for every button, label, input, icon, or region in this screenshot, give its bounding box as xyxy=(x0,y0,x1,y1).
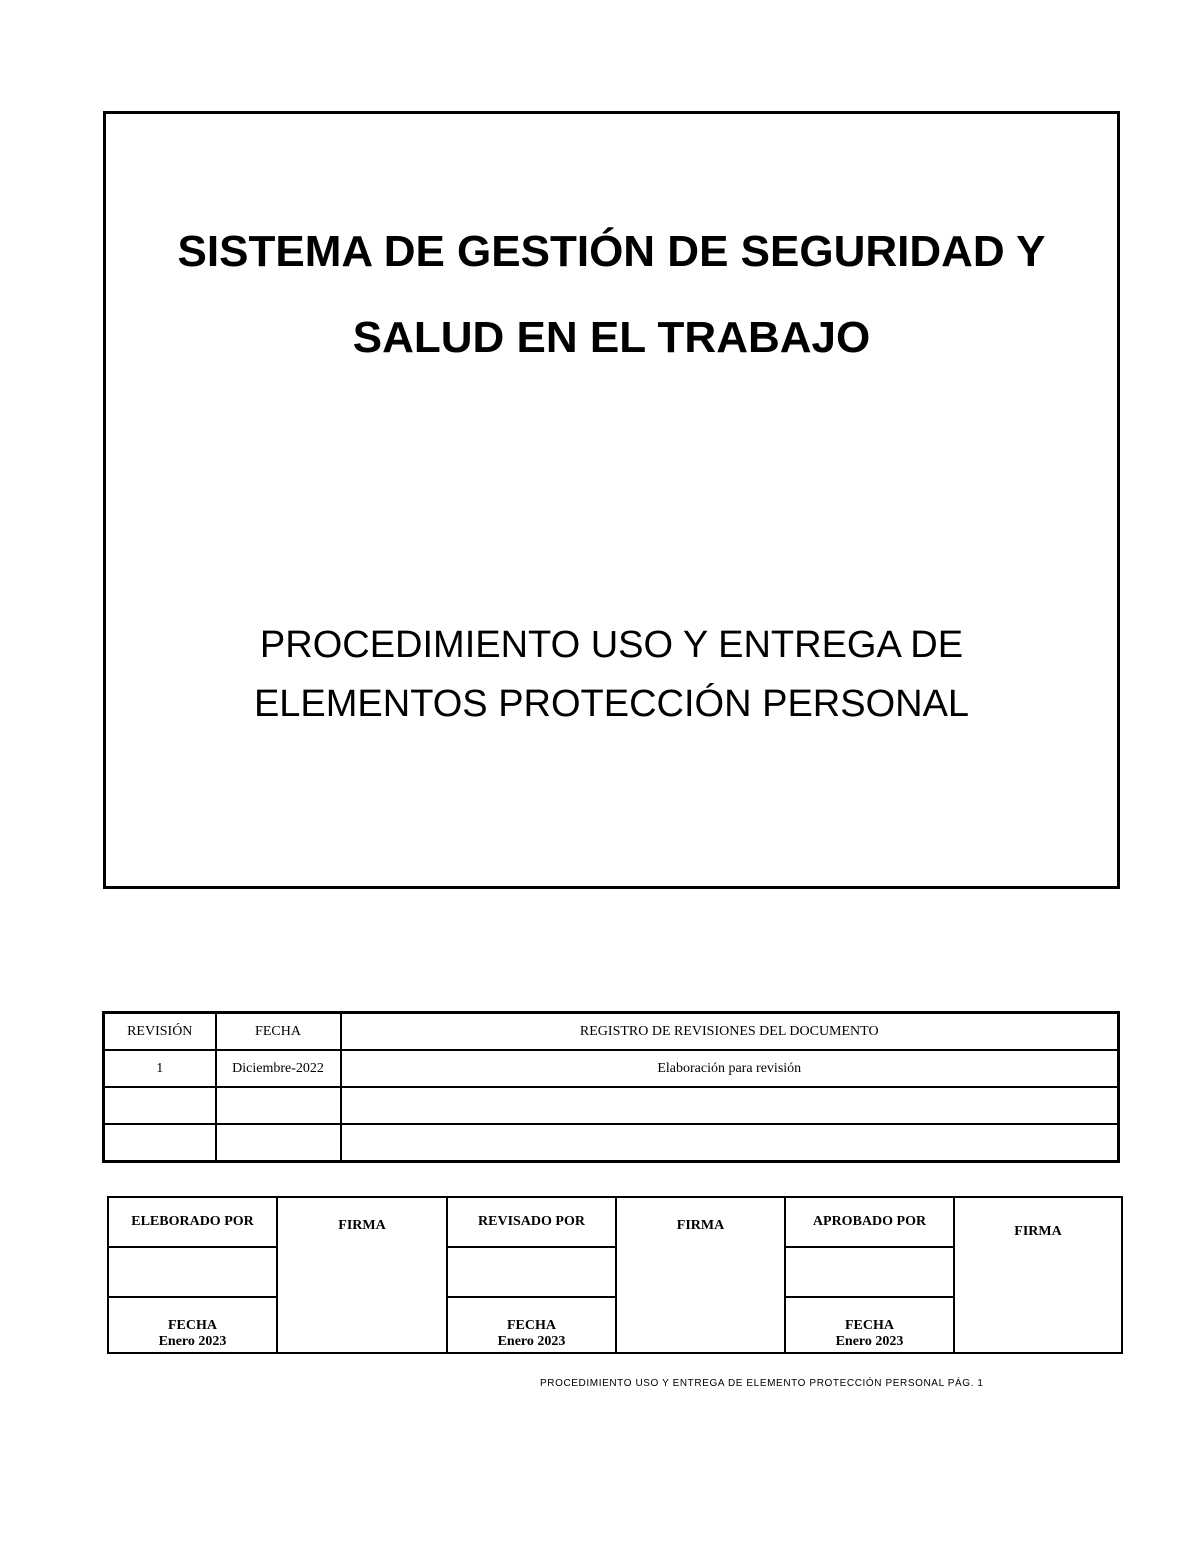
cell-revision xyxy=(104,1124,216,1162)
revisado-por-label: REVISADO POR xyxy=(447,1197,616,1247)
table-row xyxy=(104,1124,1119,1162)
firma-revisado: FIRMA xyxy=(616,1197,785,1353)
main-title-line-1: SISTEMA DE GESTIÓN DE SEGURIDAD Y xyxy=(177,227,1046,276)
signatures-table xyxy=(107,1196,1123,1354)
cell-registro xyxy=(341,1087,1119,1124)
aprobado-fecha-value: Enero 2023 xyxy=(835,1334,904,1349)
subtitle-line-1: PROCEDIMIENTO USO Y ENTREGA DE xyxy=(259,624,964,666)
header-registro: REGISTRO DE REVISIONES DEL DOCUMENTO xyxy=(341,1013,1119,1051)
fecha-label: FECHA xyxy=(168,1318,217,1333)
cell-revision: 1 xyxy=(104,1050,216,1087)
fecha-label: FECHA xyxy=(845,1318,894,1333)
revisions-table xyxy=(102,1011,1120,1163)
main-title-line-2: SALUD EN EL TRABAJO xyxy=(352,313,871,362)
revisions-header-row xyxy=(104,1013,1119,1051)
elaborado-por-name xyxy=(108,1247,277,1297)
elaborado-fecha-cell xyxy=(108,1297,277,1353)
fecha-label: FECHA xyxy=(507,1318,556,1333)
elaborado-fecha-value: Enero 2023 xyxy=(158,1334,227,1349)
cell-fecha xyxy=(216,1124,341,1162)
table-row xyxy=(104,1087,1119,1124)
aprobado-fecha-cell xyxy=(785,1297,954,1353)
main-title xyxy=(106,209,1117,381)
revisado-fecha-cell xyxy=(447,1297,616,1353)
cell-registro xyxy=(341,1124,1119,1162)
table-row xyxy=(104,1050,1119,1087)
firma-elaborado: FIRMA xyxy=(277,1197,447,1353)
header-fecha: FECHA xyxy=(216,1013,341,1051)
firma-aprobado: FIRMA xyxy=(954,1197,1122,1353)
title-box xyxy=(103,111,1120,889)
elaborado-por-label: ELEBORADO POR xyxy=(108,1197,277,1247)
header-revision: REVISIÓN xyxy=(104,1013,216,1051)
page-footer: PROCEDIMIENTO USO Y ENTREGA DE ELEMENTO PROTECCIÓN PERSONAL PÁG. 1 xyxy=(540,1378,984,1389)
document-subtitle xyxy=(106,616,1117,734)
cell-revision xyxy=(104,1087,216,1124)
cell-fecha: Diciembre-2022 xyxy=(216,1050,341,1087)
aprobado-por-name xyxy=(785,1247,954,1297)
revisado-fecha-value: Enero 2023 xyxy=(497,1334,566,1349)
revisado-por-name xyxy=(447,1247,616,1297)
cell-registro: Elaboración para revisión xyxy=(341,1050,1119,1087)
aprobado-por-label: APROBADO POR xyxy=(785,1197,954,1247)
subtitle-line-2: ELEMENTOS PROTECCIÓN PERSONAL xyxy=(253,683,970,725)
cell-fecha xyxy=(216,1087,341,1124)
